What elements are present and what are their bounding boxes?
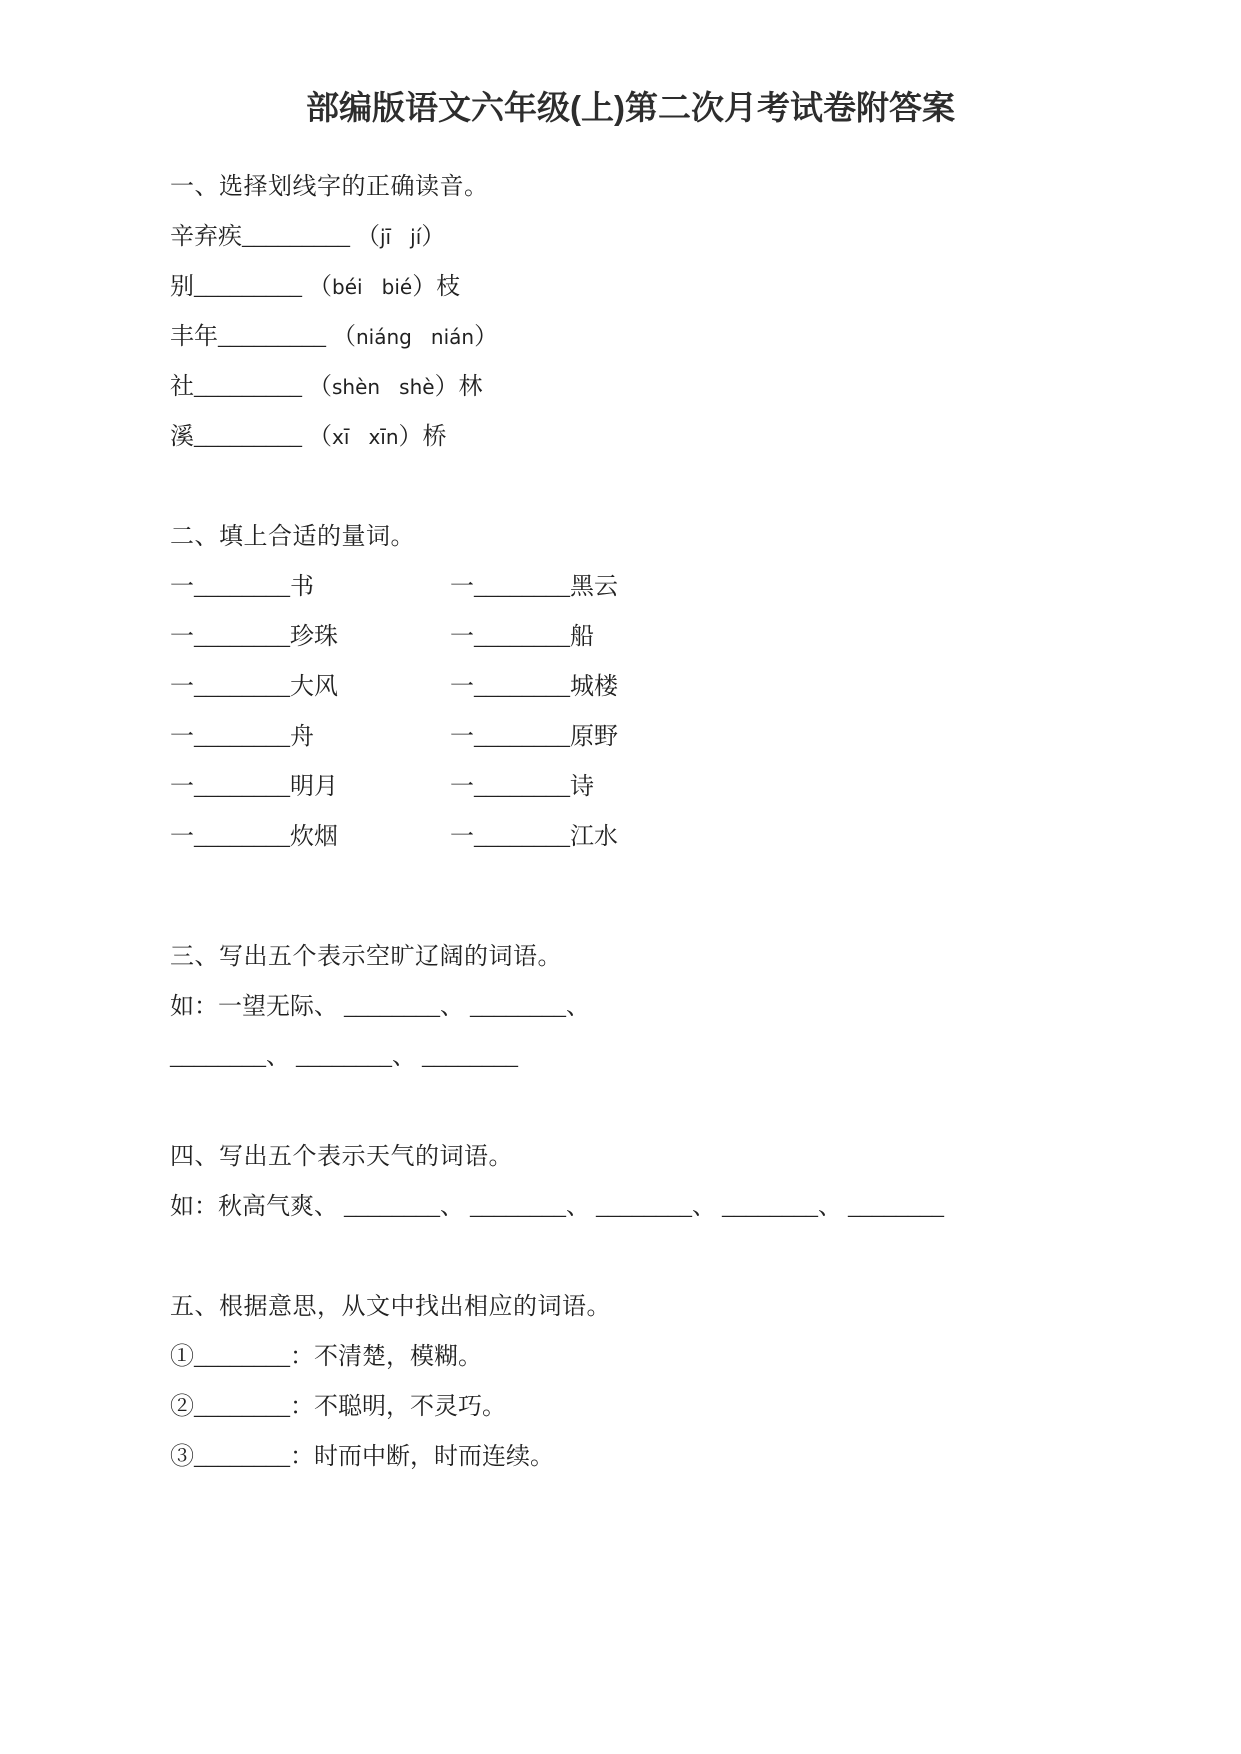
section-1-heading: 一、选择划线字的正确读音。 bbox=[170, 174, 489, 200]
pinyin-options: xī xīn bbox=[332, 425, 399, 449]
question-text: ）枝 bbox=[412, 274, 461, 300]
blank-line: ________、 ________、 ________ bbox=[170, 1044, 518, 1070]
quantifier-item: 一________明月 bbox=[170, 774, 338, 800]
question-text: 溪_________ （ bbox=[170, 424, 332, 450]
quantifier-item: 一________黑云 bbox=[450, 574, 618, 600]
question-text: ）桥 bbox=[398, 424, 447, 450]
definition-item: ①________：不清楚，模糊。 bbox=[170, 1344, 482, 1370]
quantifier-item: 一________原野 bbox=[450, 724, 618, 750]
quantifier-item: 一________舟 bbox=[170, 724, 314, 750]
quantifier-item: 一________大风 bbox=[170, 674, 338, 700]
question-text: 社_________ （ bbox=[170, 374, 332, 400]
question-text: 辛弃疾_________ （ bbox=[170, 224, 380, 250]
question-line bbox=[170, 422, 1091, 452]
measure-word-grid bbox=[170, 572, 1091, 872]
question-line bbox=[170, 272, 1091, 302]
question-line bbox=[170, 322, 1091, 352]
question-line bbox=[170, 372, 1091, 402]
example-line: 如：一望无际、 ________、 ________、 bbox=[170, 994, 590, 1020]
section-5-heading: 五、根据意思，从文中找出相应的词语。 bbox=[170, 1294, 611, 1320]
question-text: ） bbox=[474, 324, 499, 350]
quantifier-item: 一________书 bbox=[170, 574, 314, 600]
pinyin-options: béi bié bbox=[332, 275, 413, 299]
question-text: ）林 bbox=[434, 374, 483, 400]
quantifier-item: 一________江水 bbox=[450, 824, 618, 850]
definition-item: ③________：时而中断，时而连续。 bbox=[170, 1444, 554, 1470]
section-word-meanings bbox=[170, 1292, 1091, 1472]
quantifier-item: 一________城楼 bbox=[450, 674, 618, 700]
section-4-heading: 四、写出五个表示天气的词语。 bbox=[170, 1144, 513, 1170]
section-measure-words bbox=[170, 522, 1091, 872]
definition-item: ②________：不聪明，不灵巧。 bbox=[170, 1394, 506, 1420]
pinyin-options: jī jí bbox=[380, 225, 422, 249]
section-pronunciation bbox=[170, 172, 1091, 452]
quantifier-item: 一________诗 bbox=[450, 774, 594, 800]
page-title: 部编版语文六年级(上)第二次月考试卷附答案 bbox=[306, 89, 955, 126]
quantifier-item: 一________船 bbox=[450, 624, 594, 650]
section-vast-words bbox=[170, 942, 1091, 1072]
question-text: 别_________ （ bbox=[170, 274, 332, 300]
example-line: 如：秋高气爽、 ________、 ________、 ________、 ________、 ________ bbox=[170, 1194, 944, 1220]
question-text: ） bbox=[421, 224, 446, 250]
pinyin-options: niáng nián bbox=[356, 325, 475, 349]
section-2-heading: 二、填上合适的量词。 bbox=[170, 524, 415, 550]
quantifier-item: 一________珍珠 bbox=[170, 624, 338, 650]
question-text: 丰年_________ （ bbox=[170, 324, 356, 350]
section-3-heading: 三、写出五个表示空旷辽阔的词语。 bbox=[170, 944, 562, 970]
quantifier-item: 一________炊烟 bbox=[170, 824, 338, 850]
section-weather-words bbox=[170, 1142, 1091, 1222]
question-line bbox=[170, 222, 1091, 252]
pinyin-options: shèn shè bbox=[332, 375, 435, 399]
